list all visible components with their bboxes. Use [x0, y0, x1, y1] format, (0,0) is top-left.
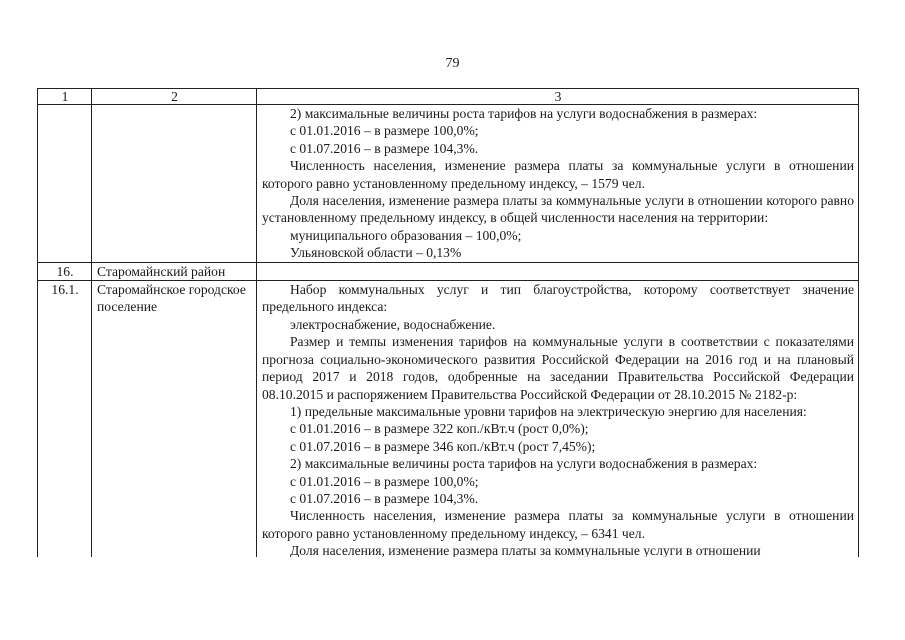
content-paragraph: 2) максимальные величины роста тарифов на услуги водоснабжения в размерах: — [290, 106, 758, 121]
content-paragraph: Доля населения, изменение размера платы за коммунальные услуги в отношении которого равно установленному предельному индексу, в общей численности населения на территории: — [262, 193, 854, 226]
content-paragraph: Ульяновской области – 0,13% — [290, 245, 462, 261]
page-number: 79 — [445, 56, 460, 71]
content-paragraph: Доля населения, изменение размера платы за коммунальные услуги в отношении — [290, 543, 761, 558]
content-paragraph: 2) максимальные величины роста тарифов на услуги водоснабжения в размерах: — [290, 456, 758, 472]
content-paragraph: Размер и темпы изменения тарифов на коммунальные услуги в соответствии с показателями прогноза социально-экономического развития Российской Федерации на 2016 год и на плановый период 2017 и 2018 годов, одобренные на заседании Правительства Российской Федерации 08.10.2015 и распоряжением Правительства Российской Федерации от 28.10.2015 № 2182-р: — [262, 334, 854, 402]
tariff-table — [37, 88, 859, 557]
row-content — [257, 281, 859, 558]
content-paragraph: с 01.01.2016 – в размере 322 коп./кВт.ч (рост 0,0%); — [290, 421, 589, 437]
row-number — [38, 105, 92, 263]
table-row — [38, 105, 859, 263]
content-paragraph: с 01.07.2016 – в размере 346 коп./кВт.ч (рост 7,45%); — [290, 438, 596, 454]
header-col-1: 1 — [38, 89, 92, 105]
header-col-2: 2 — [92, 89, 257, 105]
row-content — [257, 105, 859, 263]
content-paragraph: 1) предельные максимальные уровни тарифов на электрическую энергию для населения: — [290, 403, 807, 419]
row-territory — [92, 105, 257, 263]
row-number: 16. — [38, 262, 92, 280]
content-paragraph: электроснабжение, водоснабжение. — [290, 316, 496, 332]
content-paragraph: с 01.01.2016 – в размере 100,0%; — [290, 473, 479, 489]
content-paragraph: с 01.07.2016 – в размере 104,3%. — [290, 490, 479, 506]
row-territory: Старомайнский район — [92, 262, 257, 280]
content-paragraph: Численность населения, изменение размера платы за коммунальные услуги в отношении которого равно установленному предельному индексу, – 1579 чел. — [262, 158, 854, 191]
content-paragraph: Набор коммунальных услуг и тип благоустройства, которому соответствует значение предельного индекса: — [262, 282, 854, 315]
table-row — [38, 281, 859, 558]
row-territory: Старомайнское городское поселение — [92, 281, 257, 558]
header-col-3: 3 — [257, 89, 859, 105]
table-row — [38, 262, 859, 280]
row-number: 16.1. — [38, 281, 92, 558]
content-paragraph: с 01.01.2016 – в размере 100,0%; — [290, 123, 479, 139]
row-content — [257, 262, 859, 280]
content-paragraph: Численность населения, изменение размера платы за коммунальные услуги в отношении которого равно установленному предельному индексу, – 6341 чел. — [262, 508, 854, 541]
table-header-row — [38, 89, 859, 105]
content-paragraph: муниципального образования – 100,0%; — [290, 227, 522, 243]
content-paragraph: с 01.07.2016 – в размере 104,3%. — [290, 140, 479, 156]
